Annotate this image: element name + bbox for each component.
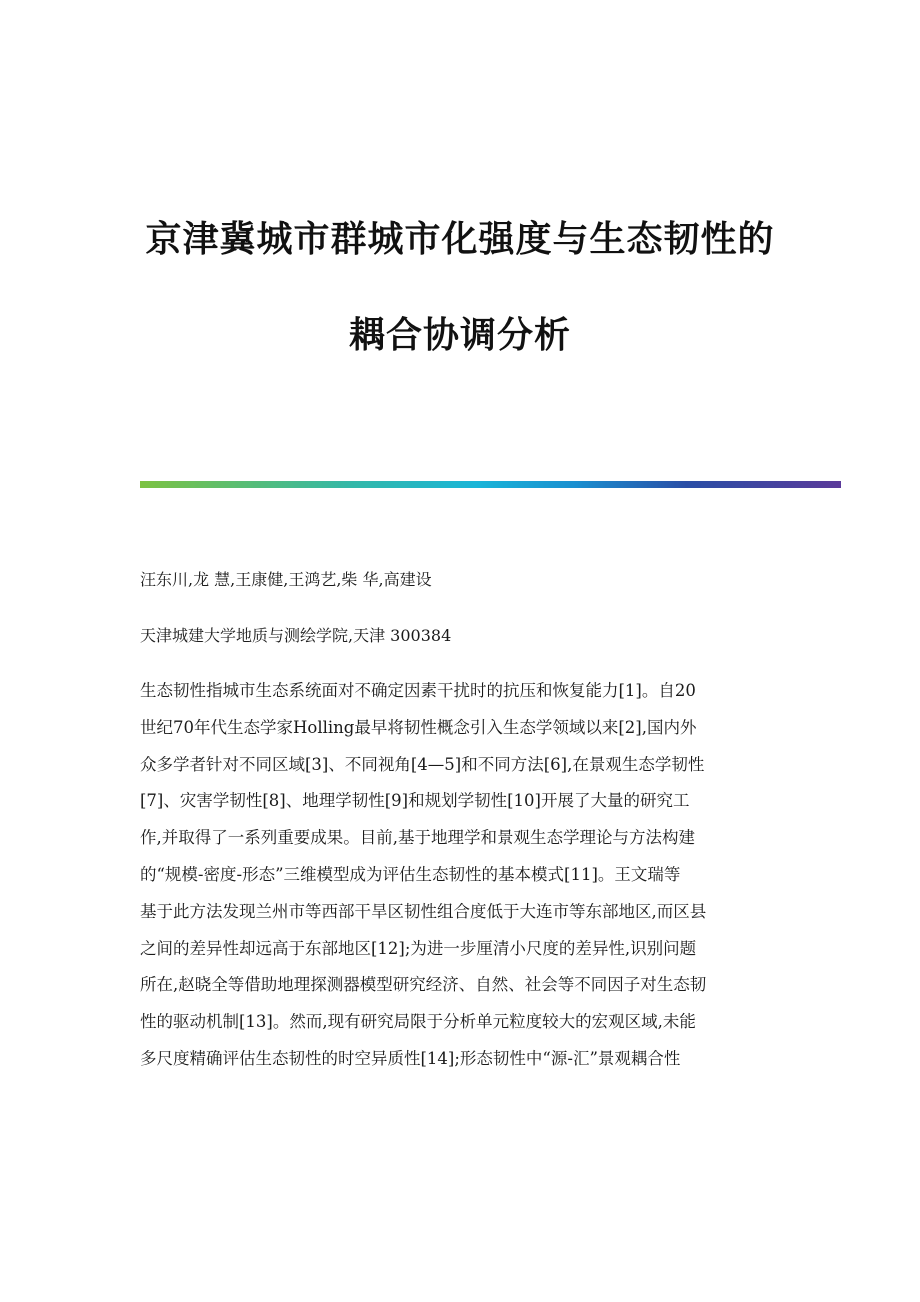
affiliation: 天津城建大学地质与测绘学院,天津 300384 [140, 626, 452, 645]
body-line: 多尺度精确评估生态韧性的时空异质性[14];形态韧性中“源-汇”景观耦合性 [140, 1048, 681, 1068]
body-line: 之间的差异性却远高于东部地区[12];为进一步厘清小尺度的差异性,识别问题 [140, 938, 697, 958]
body-line: 所在,赵晓全等借助地理探测器模型研究经济、自然、社会等不同因子对生态韧 [140, 975, 707, 995]
body-line: [7]、灾害学韧性[8]、地理学韧性[9]和规划学韧性[10]开展了大量的研究工 [140, 791, 690, 811]
body-line: 作,并取得了一系列重要成果。目前,基于地理学和景观生态学理论与方法构建 [140, 828, 695, 848]
body-paragraph [140, 678, 780, 1083]
author-list: 汪东川,龙 慧,王康健,王鸿艺,柴 华,高建设 [140, 570, 432, 589]
body-line: 的“规模-密度-形态”三维模型成为评估生态韧性的基本模式[11]。王文瑞等 [140, 864, 681, 884]
body-line: 性的驱动机制[13]。然而,现有研究局限于分析单元粒度较大的宏观区域,未能 [140, 1012, 696, 1032]
body-line: 众多学者针对不同区域[3]、不同视角[4—5]和不同方法[6],在景观生态学韧性 [140, 754, 705, 774]
paper-title-line-1: 京津冀城市群城市化强度与生态韧性的 [145, 219, 775, 260]
gradient-divider [140, 481, 841, 488]
body-line: 世纪70年代生态学家Holling最早将韧性概念引入生态学领域以来[2],国内外 [140, 717, 697, 737]
paper-title-line-2: 耦合协调分析 [348, 315, 571, 356]
body-line: 生态韧性指城市生态系统面对不确定因素干扰时的抗压和恢复能力[1]。自20 [140, 681, 696, 700]
body-line: 基于此方法发现兰州市等西部干旱区韧性组合度低于大连市等东部地区,而区县 [140, 901, 707, 921]
